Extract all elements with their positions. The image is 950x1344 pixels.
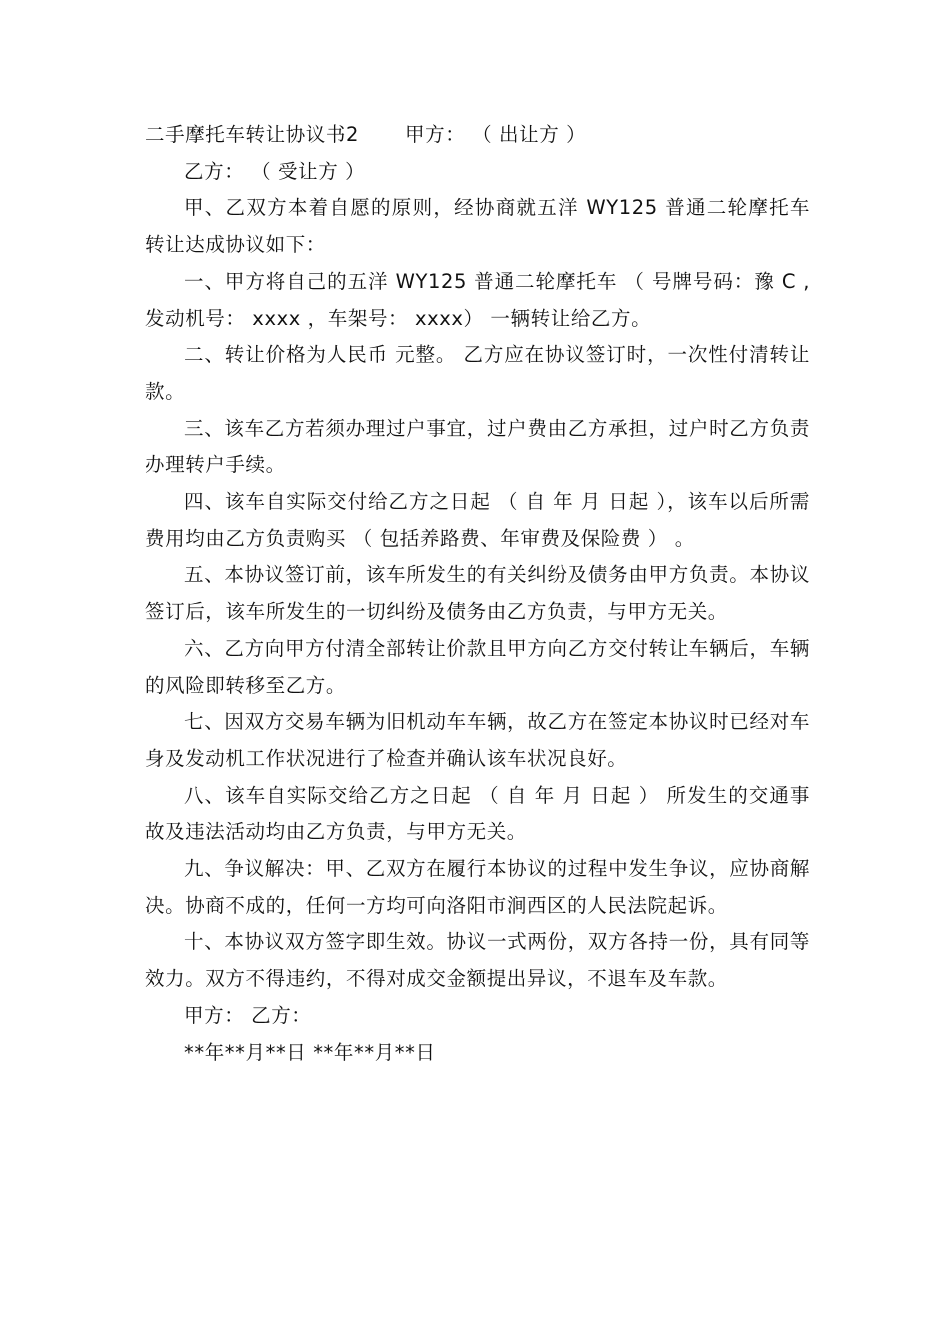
- clause-3: 三、该车乙方若须办理过户事宜，过户费由乙方承担，过户时乙方负责办理转户手续。: [145, 416, 810, 477]
- clause-1: 一、甲方将自己的五洋 WY125 普通二轮摩托车 （ 号牌号码：豫 C , 发动机号： xxxx ，车架号： xxxx） 一辆转让给乙方。: [145, 269, 810, 330]
- party-a-heading: 甲方： （ 出让方 ）: [405, 123, 587, 146]
- signature-line: 甲方： 乙方：: [184, 1003, 312, 1027]
- clause-2: 二、转让价格为人民币 元整。 乙方应在协议签订时，一次性付清转让款。: [145, 343, 810, 403]
- clause-6: 六、乙方向甲方付清全部转让价款且甲方向乙方交付转让车辆后，车辆的风险即转移至乙方。: [145, 636, 810, 697]
- party-b-heading: 乙方： （ 受让方 ）: [184, 159, 366, 183]
- clause-4: 四、该车自实际交付给乙方之日起 （ 自 年 月 日起 ），该车以后所需费用均由乙方负责购买 （ 包括养路费、年审费及保险费 ） 。: [145, 490, 810, 550]
- clause-9: 九、争议解决：甲、乙双方在履行本协议的过程中发生争议，应协商解决。协商不成的，任何一方均可向洛阳市涧西区的人民法院起诉。: [145, 857, 810, 917]
- clause-5: 五、本协议签订前，该车所发生的有关纠纷及债务由甲方负责。本协议签订后，该车所发生的一切纠纷及债务由乙方负责，与甲方无关。: [145, 563, 810, 624]
- clause-7: 七、因双方交易车辆为旧机动车车辆，故乙方在签定本协议时已经对车身及发动机工作状况进行了检查并确认该车状况良好。: [145, 710, 810, 770]
- clause-10: 十、本协议双方签字即生效。协议一式两份，双方各持一份，具有同等效力。双方不得违约，不得对成交金额提出异议，不退车及车款。: [145, 930, 810, 991]
- date-line: **年**月**日 **年**月**日: [184, 1040, 436, 1064]
- agreement-body: [145, 117, 810, 1071]
- clause-8: 八、该车自实际交给乙方之日起 （ 自 年 月 日起 ） 所发生的交通事故及违法活动均由乙方负责，与甲方无关。: [145, 783, 810, 844]
- document-title: 二手摩托车转让协议书2: [145, 123, 360, 146]
- intro-paragraph: 甲、乙双方本着自愿的原则，经协商就五洋 WY125 普通二轮摩托车转让达成协议如下：: [145, 196, 810, 257]
- title-line: [145, 117, 810, 154]
